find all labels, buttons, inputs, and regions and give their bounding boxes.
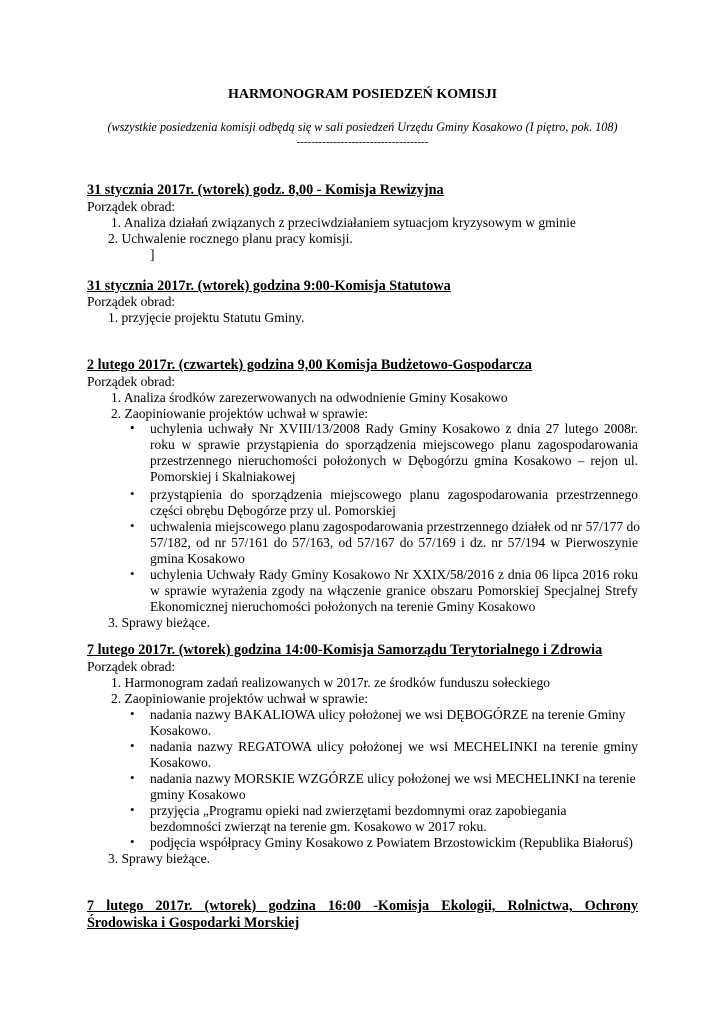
bullet-text: części obrębu Dębogórze przy ul. Pomorskiej [150, 503, 396, 518]
agenda-label: Porządek obrad: [87, 374, 176, 389]
bullet-text: gmina Kosakowo [150, 551, 245, 566]
bullet-text: Ekonomicznej nieruchomości położonych na terenie Gminy Kosakowo [150, 599, 536, 614]
bullet-text: uchylenia Uchwały Rady Gminy Kosakowo Nr XXIX/58/2016 z dnia 06 lipca 2016 roku [150, 567, 638, 582]
bullet-mark: • [130, 486, 135, 501]
stray-bracket: ] [150, 247, 155, 262]
bullet-mark: • [130, 420, 135, 435]
bullet-text: przestrzennego nieruchomości położonych w Dębogórzu gmina Kosakowo – rejon ul. [150, 453, 638, 468]
agenda-item: 2. Uchwalenie rocznego planu pracy komisji. [108, 231, 353, 246]
section-heading: 31 stycznia 2017r. (wtorek) godz. 8,00 - Komisja Rewizyjna [87, 182, 444, 198]
bullet-mark: • [130, 566, 135, 581]
bullet-text: nadania nazwy MORSKIE WZGÓRZE ulicy położonej we wsi MECHELINKI na terenie [150, 771, 636, 786]
bullet-mark: • [130, 518, 135, 533]
section-heading: 2 lutego 2017r. (czwartek) godzina 9,00 Komisja Budżetowo-Gospodarcza [87, 357, 532, 373]
bullet-text: Kosakowo. [150, 755, 212, 770]
bullet-text: nadania nazwy BAKALIOWA ulicy położonej we wsi DĘBOGÓRZE na terenie Gminy [150, 707, 626, 722]
bullet-text: przyjęcia „Programu opieki nad zwierzętami bezdomnymi oraz zapobiegania [150, 803, 567, 818]
bullet-text: uchwalenia miejscowego planu zagospodarowania przestrzennego działek od nr 57/177 do [150, 519, 640, 534]
document-title: HARMONOGRAM POSIEDZEŃ KOMISJI [227, 87, 498, 102]
bullet-mark: • [130, 834, 135, 849]
agenda-label: Porządek obrad: [87, 294, 176, 309]
bullet-text: w sprawie wyrażenia zgody na włączenie granice obszaru Pomorskiej Specjalnej Strefy [150, 583, 638, 598]
agenda-item: 1. przyjęcie projektu Statutu Gminy. [108, 310, 305, 325]
section-heading: 7 lutego 2017r. (wtorek) godzina 16:00 -Komisja Ekologii, Rolnictwa, Ochrony [87, 898, 638, 914]
bullet-text: bezdomności zwierząt na terenie gm. Kosakowo w 2017 roku. [150, 819, 487, 834]
bullet-text: nadania nazwy REGATOWA ulicy położonej we wsi MECHELINKI na terenie gminy [150, 739, 638, 754]
divider-line: ------------------------------------ [296, 136, 429, 148]
bullet-mark: • [130, 770, 135, 785]
bullet-text: 57/182, od nr 57/161 do 57/163, od 57/167 do 57/169 i dz. nr 57/194 w Pierwoszynie [150, 535, 638, 550]
section-heading: 31 stycznia 2017r. (wtorek) godzina 9:00-Komisja Statutowa [87, 278, 451, 294]
section-heading: Środowiska i Gospodarki Morskiej [87, 915, 300, 931]
agenda-item: 3. Sprawy bieżące. [108, 851, 210, 866]
agenda-item: 3. Sprawy bieżące. [108, 615, 210, 630]
agenda-label: Porządek obrad: [87, 659, 176, 674]
bullet-text: przystąpienia do sporządzenia miejscowego planu zagospodarowania przestrzennego [150, 487, 638, 502]
bullet-text: Kosakowo. [150, 723, 212, 738]
agenda-item: 2. Zaopiniowanie projektów uchwał w sprawie: [111, 406, 369, 421]
bullet-text: Pomorskiej i Skalniakowej [150, 469, 296, 484]
document-subtitle: (wszystkie posiedzenia komisji odbędą się w sali posiedzeń Urzędu Gminy Kosakowo (I piętro, pok. 108) [107, 120, 618, 134]
agenda-item: 2. Zaopiniowanie projektów uchwał w sprawie: [111, 691, 369, 706]
bullet-text: podjęcia współpracy Gminy Kosakowo z Powiatem Brzostowickim (Republika Białoruś) [150, 835, 633, 850]
bullet-mark: • [130, 802, 135, 817]
agenda-label: Porządek obrad: [87, 199, 176, 214]
bullet-text: gminy Kosakowo [150, 787, 246, 802]
agenda-item: 1. Analiza środków zarezerwowanych na odwodnienie Gminy Kosakowo [111, 390, 508, 405]
bullet-text: roku w sprawie przystąpienia do sporządzenia miejscowego planu zagospodarowania [150, 437, 638, 452]
bullet-mark: • [130, 738, 135, 753]
bullet-text: uchylenia uchwały Nr XVIII/13/2008 Rady Gminy Kosakowo z dnia 27 lutego 2008r. [150, 421, 638, 436]
agenda-item: 1. Analiza działań związanych z przeciwdziałaniem sytuacjom kryzysowym w gminie [111, 215, 576, 230]
agenda-item: 1. Harmonogram zadań realizowanych w 2017r. ze środków funduszu sołeckiego [111, 675, 550, 690]
section-heading: 7 lutego 2017r. (wtorek) godzina 14:00-Komisja Samorządu Terytorialnego i Zdrowia [87, 642, 603, 658]
bullet-mark: • [130, 706, 135, 721]
